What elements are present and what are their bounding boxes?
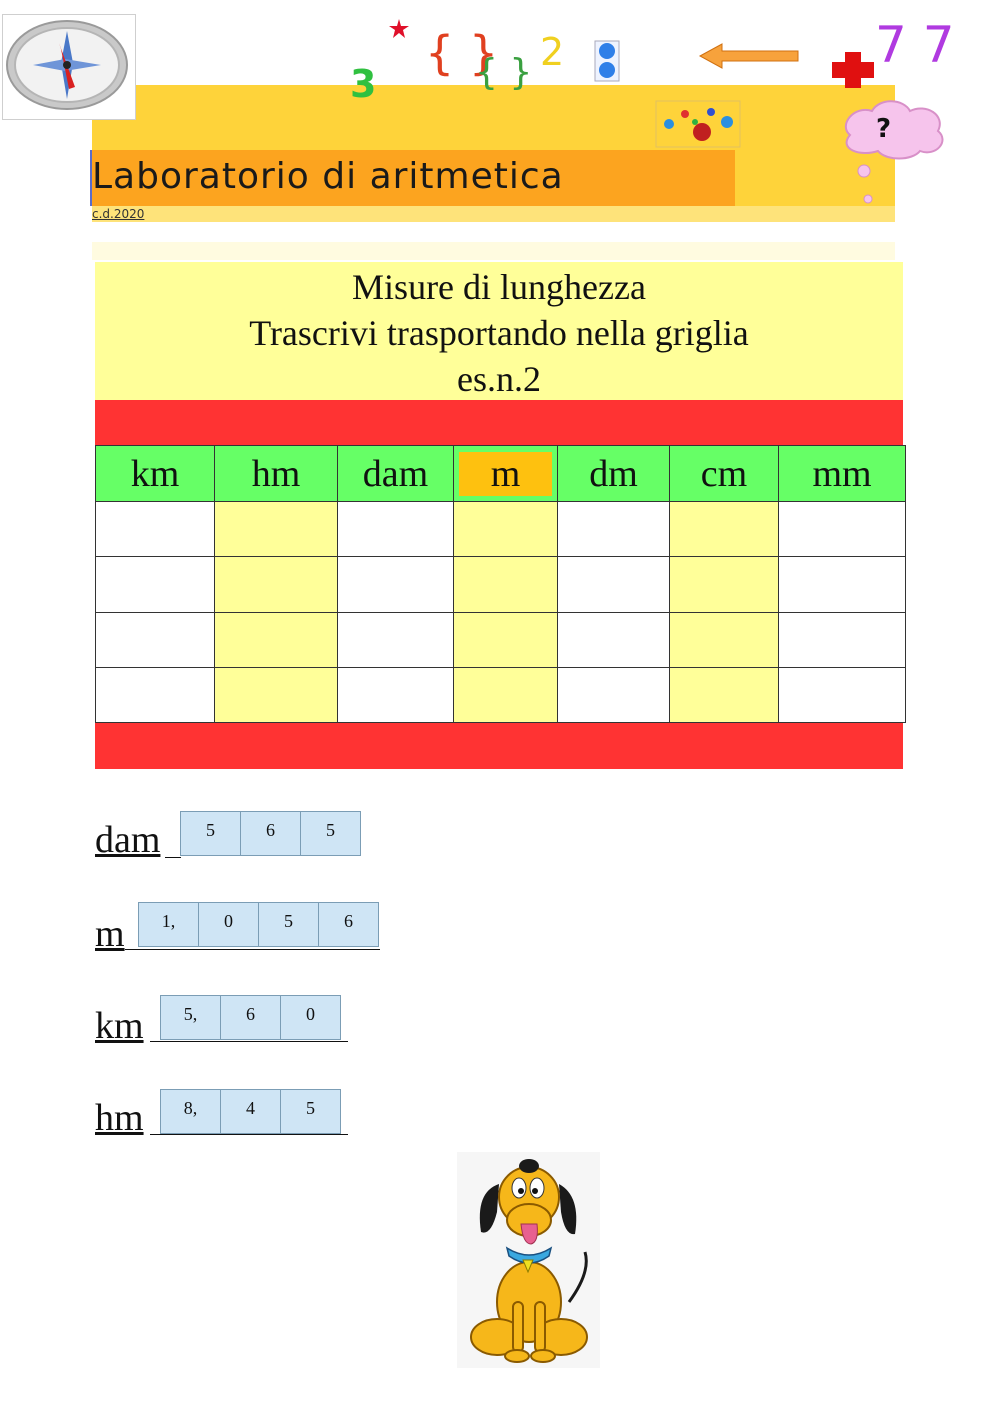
grid-header-km: km [96, 446, 215, 502]
grid-row [96, 612, 906, 667]
grid-row [96, 502, 906, 557]
star-icon [388, 18, 410, 40]
grid-cell[interactable] [779, 612, 906, 667]
instruction-line-3: es.n.2 [457, 359, 541, 399]
grid-cell[interactable] [338, 557, 454, 612]
grid-row [96, 667, 906, 722]
grid-cell[interactable] [454, 667, 558, 722]
grid-cell[interactable] [454, 502, 558, 557]
exercise-unit-hm: hm [95, 1097, 144, 1139]
grid-cell[interactable] [454, 612, 558, 667]
instruction-panel [95, 262, 903, 400]
digit-tile[interactable]: 6 [240, 811, 301, 856]
header-banner-strip [92, 206, 895, 222]
grid-row [96, 557, 906, 612]
digit-tile[interactable]: 1, [138, 902, 199, 947]
grid-cell[interactable] [670, 612, 779, 667]
page-title: Laboratorio di aritmetica [92, 156, 564, 197]
grid-header-dam: dam [338, 446, 454, 502]
grid-cell[interactable] [338, 502, 454, 557]
digit-tile[interactable]: 6 [220, 995, 281, 1040]
deco-three: 3 [350, 62, 377, 106]
digit-tile[interactable]: 4 [220, 1089, 281, 1134]
digit-tile[interactable]: 0 [198, 902, 259, 947]
measure-grid [95, 445, 906, 723]
division-dots-icon [594, 40, 620, 82]
grid-header-m: m [459, 452, 553, 496]
instruction-line-2: Trascrivi trasportando nella griglia [249, 313, 749, 353]
grid-cell[interactable] [454, 557, 558, 612]
exercise-unit-m: m [95, 913, 125, 955]
pale-band [92, 242, 895, 260]
grid-cell[interactable] [338, 612, 454, 667]
plus-icon [830, 50, 876, 90]
grid-cell[interactable] [670, 502, 779, 557]
deco-braces: { } [425, 26, 499, 80]
compass-icon [2, 14, 136, 120]
grid-cell[interactable] [96, 502, 215, 557]
grid-cell[interactable] [338, 667, 454, 722]
grid-cell[interactable] [96, 612, 215, 667]
answer-line [150, 1041, 348, 1042]
digit-tiles [160, 995, 340, 1040]
grid-cell[interactable] [779, 502, 906, 557]
digit-tiles [180, 811, 360, 856]
grid-cell[interactable] [558, 557, 670, 612]
answer-line [125, 949, 380, 950]
grid-cell[interactable] [96, 557, 215, 612]
grid-cell[interactable] [215, 502, 338, 557]
grid-cell[interactable] [215, 667, 338, 722]
grid-header-cm: cm [670, 446, 779, 502]
digit-tile[interactable]: 5 [300, 811, 361, 856]
arrow-left-icon [698, 42, 802, 70]
thought-cloud-icon [830, 95, 954, 207]
exercise-unit-km: km [95, 1005, 144, 1047]
exercise-unit-dam: dam [95, 819, 161, 861]
grid-cell[interactable] [558, 612, 670, 667]
deco-two: 2 [540, 30, 565, 74]
deco-inner-brace: { } [475, 52, 533, 93]
grid-header-dm: dm [558, 446, 670, 502]
grid-cell[interactable] [779, 557, 906, 612]
grid-cell[interactable] [558, 502, 670, 557]
red-band-top [95, 400, 903, 445]
digit-tile[interactable]: 5 [258, 902, 319, 947]
grid-cell[interactable] [670, 667, 779, 722]
digit-tile[interactable]: 8, [160, 1089, 221, 1134]
digit-tile[interactable]: 5 [180, 811, 241, 856]
red-band-bottom [95, 723, 903, 769]
digit-tile[interactable]: 0 [280, 995, 341, 1040]
digit-tiles [160, 1089, 340, 1134]
grid-cell[interactable] [215, 612, 338, 667]
credit-text: c.d.2020 [92, 207, 145, 221]
grid-cell[interactable] [558, 667, 670, 722]
instruction-line-1: Misure di lunghezza [352, 267, 646, 307]
grid-cell[interactable] [215, 557, 338, 612]
title-box [92, 150, 735, 206]
digit-tile[interactable]: 5, [160, 995, 221, 1040]
grid-header-hm: hm [215, 446, 338, 502]
pluto-dog-image [457, 1152, 600, 1368]
answer-line [165, 857, 181, 858]
digit-tiles [138, 902, 378, 947]
grid-cell[interactable] [779, 667, 906, 722]
digit-tile[interactable]: 5 [280, 1089, 341, 1134]
grid-cell[interactable] [670, 557, 779, 612]
deco-sevens: 7 7 [875, 16, 955, 74]
balls-icon [655, 100, 741, 148]
grid-cell[interactable] [96, 667, 215, 722]
digit-tile[interactable]: 6 [318, 902, 379, 947]
grid-header-mm: mm [779, 446, 906, 502]
question-mark: ? [876, 114, 892, 144]
grid-header-row [96, 446, 906, 502]
grid-header-m-cell [454, 446, 558, 502]
